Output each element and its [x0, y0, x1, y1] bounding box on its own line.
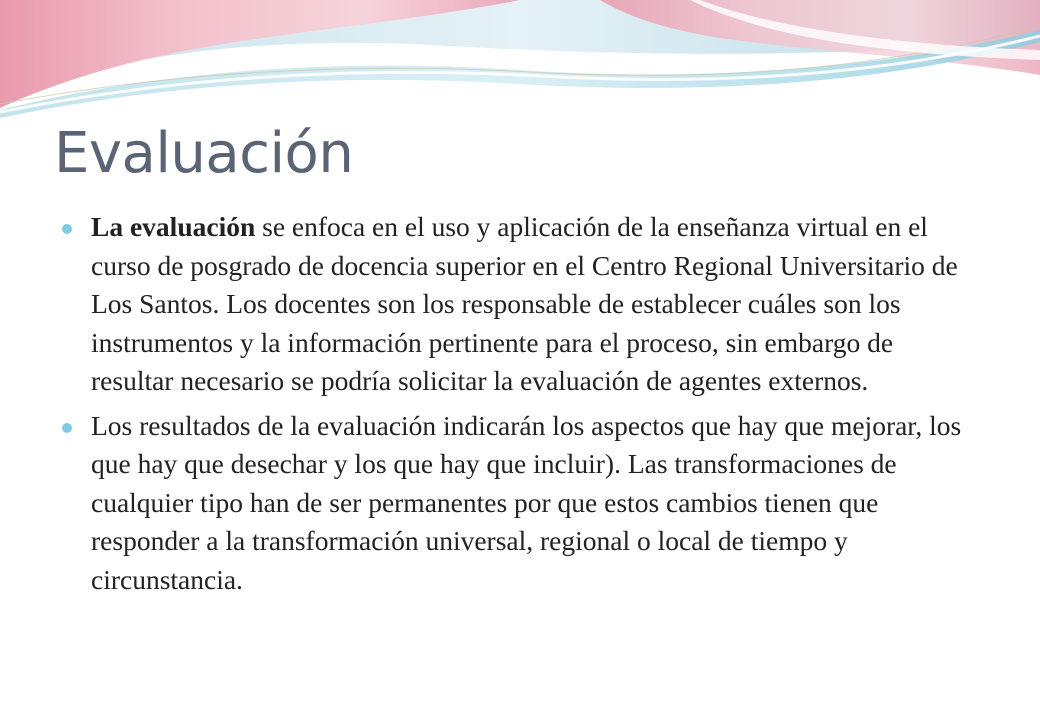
bullet-text: Los resultados de la evaluación indicarán los aspectos que hay que mejorar, los que hay que desechar y los que hay que incluir). Las transformaciones de cualquier tipo han de ser permanentes por que estos cambios tienen que responder a la transformación universal, regional o local de tiempo y circunstancia.: [91, 409, 962, 595]
bullet-dot-icon: [62, 423, 72, 433]
slide-title: Evaluación: [54, 121, 354, 186]
bullet-text: se enfoca en el uso y aplicación de la enseñanza virtual en el curso de posgrado de docencia superior en el Centro Regional Universitario de Los Santos. Los docentes son los responsable de establecer cuáles son los instrumentos y la información pertinente para el proceso, sin embargo de resultar necesario se podría solicitar la evaluación de agentes externos.: [91, 211, 958, 396]
header-wave-decoration: [0, 0, 1040, 120]
bullet-item: [62, 208, 982, 401]
bullet-item: [62, 407, 982, 600]
bullet-list: [62, 208, 982, 605]
bullet-dot-icon: [62, 224, 72, 234]
bullet-lead-bold: La evaluación: [91, 211, 256, 242]
